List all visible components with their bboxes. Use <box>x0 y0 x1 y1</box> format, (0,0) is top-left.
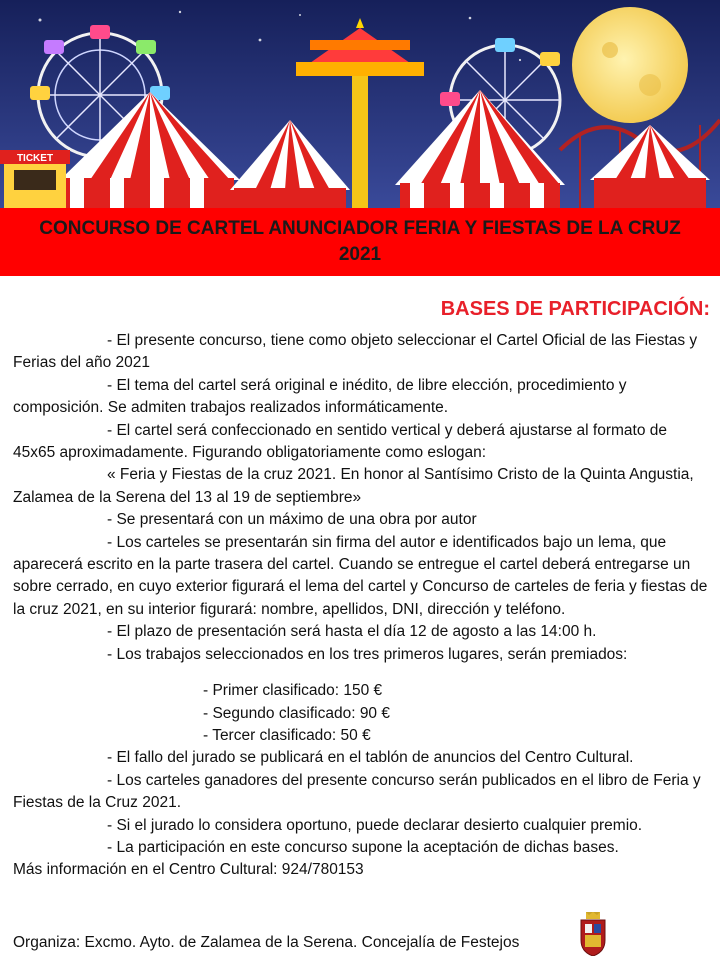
town-crest-icon <box>578 912 608 956</box>
svg-text:TICKET: TICKET <box>16 153 54 164</box>
carnival-scene <box>0 0 720 210</box>
slogan-paragraph: « Feria y Fiestas de la cruz 2021. En honor al Santísimo Cristo de la Quinta Angustia, Zalamea de la Serena del 13 al 19 de septiembre» <box>13 466 694 506</box>
organizer-line: Organiza: Excmo. Ayto. de Zalamea de la Serena. Concejalía de Festejos <box>13 934 520 951</box>
rule-paragraph: - Los carteles se presentarán sin firma del autor e identificados bajo un lema, que aparecerá escrito en la parte trasera del cartel. Cuando se entregue el cartel deberá entregarse un sobre cerrado, en cuyo exterior figurará el lema del cartel y Concurso de carteles de feria y fiestas de la cruz 2021, en su interior figurará: nombre, apellidos, DNI, dirección y teléfono. <box>13 533 708 618</box>
ticket-booth-icon <box>0 150 70 210</box>
rule-paragraph: - El cartel será confeccionado en sentido vertical y deberá ajustarse al formato de 45x65 aproximadamente. Figurando obligatoriamente como eslogan: <box>13 421 668 462</box>
rule-paragraph: - Se presentará con un máximo de una obra por autor <box>107 511 477 529</box>
rule-paragraph: - El fallo del jurado se publicará en el tablón de anuncios del Centro Cultural. <box>107 749 634 767</box>
section-title: BASES DE PARTICIPACIÓN: <box>440 298 710 320</box>
rule-paragraph: - Los trabajos seleccionados en los tres primeros lugares, serán premiados: <box>107 645 628 663</box>
rule-paragraph: - La participación en este concurso supone la aceptación de dichas bases. <box>107 838 619 856</box>
prize-second: - Segundo clasificado: 90 € <box>203 704 390 722</box>
prize-third: - Tercer clasificado: 50 € <box>203 726 371 744</box>
prize-first: - Primer clasificado: 150 € <box>203 682 383 700</box>
page-title: CONCURSO DE CARTEL ANUNCIADOR FERIA Y FIESTAS DE LA CRUZ 2021 <box>39 218 681 265</box>
moon-icon <box>572 7 688 123</box>
fair-illustration <box>0 0 720 210</box>
title-band <box>0 208 720 276</box>
rules-body <box>13 330 713 882</box>
prize-list <box>13 680 713 747</box>
rule-paragraph: - Los carteles ganadores del presente concurso serán publicados en el libro de Feria y Fiestas de la Cruz 2021. <box>13 771 701 812</box>
rule-paragraph: - El plazo de presentación será hasta el día 12 de agosto a las 14:00 h. <box>107 623 597 641</box>
rule-paragraph: - Si el jurado lo considera oportuno, puede declarar desierto cualquier premio. <box>107 816 643 834</box>
rule-paragraph: - El presente concurso, tiene como objeto seleccionar el Cartel Oficial de las Fiestas y Ferias del año 2021 <box>13 332 698 372</box>
more-info: Más información en el Centro Cultural: 924/780153 <box>13 861 364 879</box>
rule-paragraph: - El tema del cartel será original e inédito, de libre elección, procedimiento y composición. Se admiten trabajos realizados informáticamente. <box>13 376 627 417</box>
